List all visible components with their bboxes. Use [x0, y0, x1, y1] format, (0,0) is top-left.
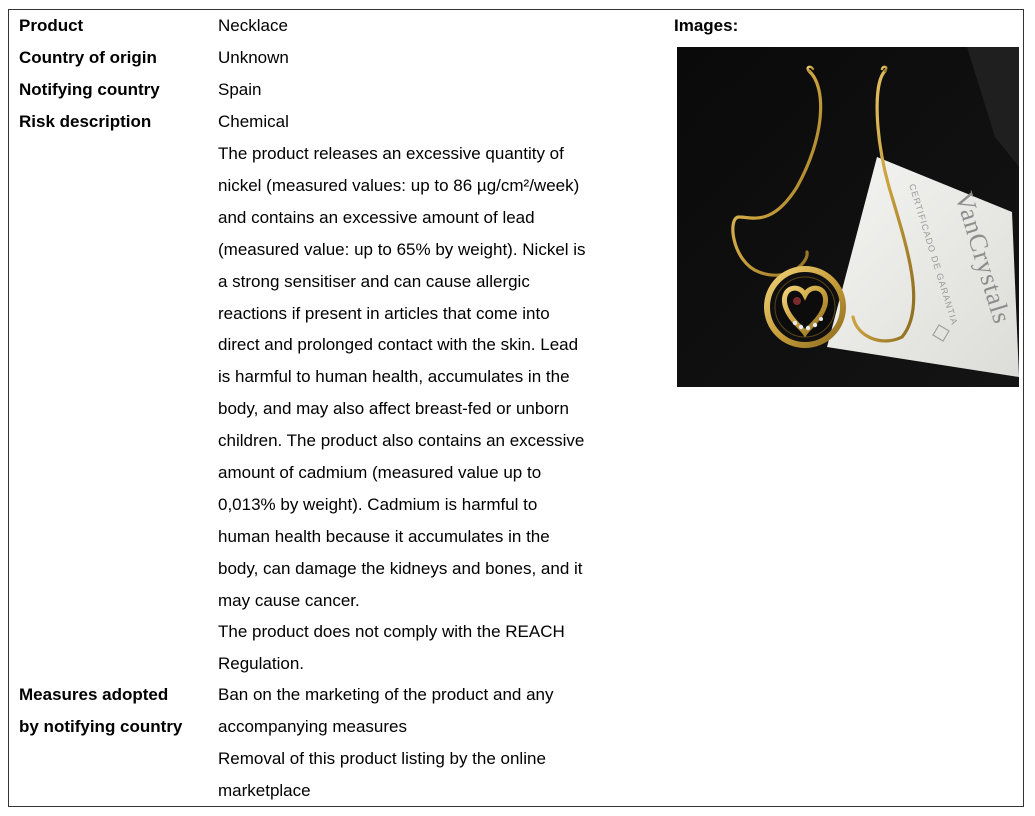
risk-text-line: The product releases an excessive quantity of [218, 144, 564, 163]
risk-text-line: 0,013% by weight). Cadmium is harmful to [218, 494, 538, 514]
necklace-photo-illustration [677, 47, 1019, 387]
risk-type-value: Chemical [218, 112, 289, 131]
product-value: Necklace [218, 16, 288, 35]
warranty-card-brand-text: VanCrystals [949, 188, 1017, 328]
images-label: Images: [674, 16, 739, 35]
risk-text-line: body, and may also affect breast-fed or unborn [218, 399, 569, 419]
risk-description-paragraph-2 [218, 616, 628, 680]
risk-text-line: is harmful to human health, accumulates in the [218, 367, 570, 387]
risk-description-paragraph-1 [218, 138, 628, 617]
risk-text-line: children. The product also contains an excessive [218, 431, 585, 451]
measure-text-line: Ban on the marketing of the product and any [218, 685, 554, 704]
measure-text-line: marketplace [218, 780, 311, 800]
risk-text-line: reactions if present in articles that come into [218, 303, 550, 323]
measure-text-line: Removal of this product listing by the online [218, 749, 546, 768]
measure-2 [218, 743, 628, 807]
notifying-country-value: Spain [218, 80, 262, 99]
risk-description-label: Risk description [19, 112, 152, 131]
risk-text-line: direct and prolonged contact with the skin. Lead [218, 335, 579, 355]
risk-text-line: human health because it accumulates in the [218, 526, 550, 546]
risk-text-line: may cause cancer. [218, 590, 360, 610]
risk-text-line: amount of cadmium (measured value up to [218, 463, 542, 483]
country-of-origin-value: Unknown [218, 48, 289, 67]
risk-text-line: and contains an excessive amount of lead [218, 207, 535, 227]
risk-text-line: Regulation. [218, 653, 305, 673]
warranty-card-subtext: CERTIFICADO DE GARANTIA [907, 182, 960, 327]
risk-text-line: a strong sensitiser and can cause allergic [218, 271, 530, 291]
measures-label-line-2: by notifying country [19, 717, 183, 736]
risk-text-line: body, can damage the kidneys and bones, and it [218, 558, 583, 578]
pendant [767, 269, 843, 345]
risk-text-line: (measured value: up to 65% by weight). Nickel is [218, 239, 586, 259]
product-label: Product [19, 16, 84, 35]
risk-text-line: The product does not comply with the REACH [218, 622, 565, 641]
country-of-origin-label: Country of origin [19, 48, 157, 67]
measures-label-line-1: Measures adopted [19, 685, 169, 704]
notifying-country-label: Notifying country [19, 80, 160, 99]
product-photo [677, 47, 1019, 387]
risk-text-line: nickel (measured values: up to 86 µg/cm²/week) [218, 175, 580, 195]
measure-text-line: accompanying measures [218, 716, 407, 736]
measure-1 [218, 679, 628, 743]
